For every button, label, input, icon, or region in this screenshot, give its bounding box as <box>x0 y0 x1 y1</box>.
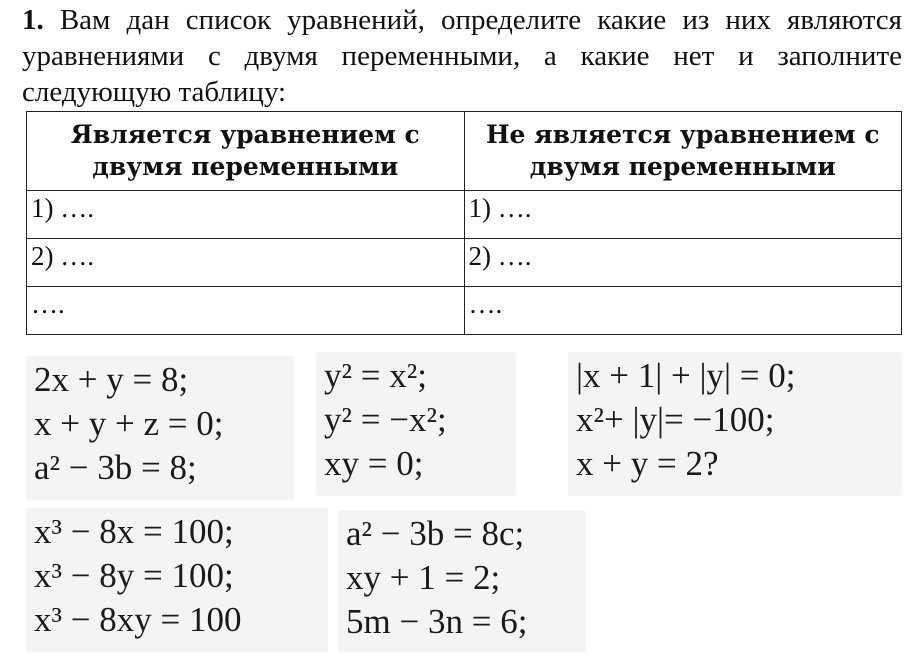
equation: y² = x²; <box>324 356 427 395</box>
table-row <box>27 191 902 239</box>
table-header-row <box>27 112 902 191</box>
table-cell[interactable]: 2) …. <box>464 239 902 287</box>
equation: x²+ |y|= −100; <box>576 400 775 439</box>
equation: xy + 1 = 2; <box>346 558 501 597</box>
answer-table <box>26 111 902 335</box>
equation: x³ − 8xy = 100 <box>34 600 242 639</box>
equation-group-4 <box>26 508 328 652</box>
equation: x³ − 8x = 100; <box>34 512 234 551</box>
equation: a² − 3b = 8; <box>34 448 197 487</box>
header-not-two-variable: Не является уравнением с двумя переменными <box>464 112 902 191</box>
task-statement <box>22 2 902 110</box>
table-cell[interactable]: …. <box>27 287 465 335</box>
equation: x³ − 8y = 100; <box>34 556 234 595</box>
equation: 5m − 3n = 6; <box>346 602 528 641</box>
equation-group-3 <box>568 352 902 496</box>
equation-group-1 <box>26 356 294 500</box>
table-cell[interactable]: 1) …. <box>464 191 902 239</box>
table-row <box>27 287 902 335</box>
equation: x + y + z = 0; <box>34 404 224 443</box>
equation: |x + 1| + |y| = 0; <box>576 356 796 395</box>
equation: y² = −x²; <box>324 400 447 439</box>
equation-group-5 <box>338 510 586 652</box>
table-row <box>27 239 902 287</box>
table-cell[interactable]: …. <box>464 287 902 335</box>
table-cell[interactable]: 1) …. <box>27 191 465 239</box>
equation: a² − 3b = 8c; <box>346 514 525 553</box>
task-number: 1. <box>22 4 44 36</box>
equation-group-2 <box>316 352 516 496</box>
task-text: Вам дан список уравнений, определите какие из них являются уравнениями с двумя переменными, а какие нет и заполните следующую таблицу: <box>22 4 902 108</box>
table-cell[interactable]: 2) …. <box>27 239 465 287</box>
equation: 2x + y = 8; <box>34 360 189 399</box>
header-two-variable: Является уравнением с двумя переменными <box>27 112 465 191</box>
equation: xy = 0; <box>324 444 424 483</box>
equation: x + y = 2? <box>576 444 719 483</box>
